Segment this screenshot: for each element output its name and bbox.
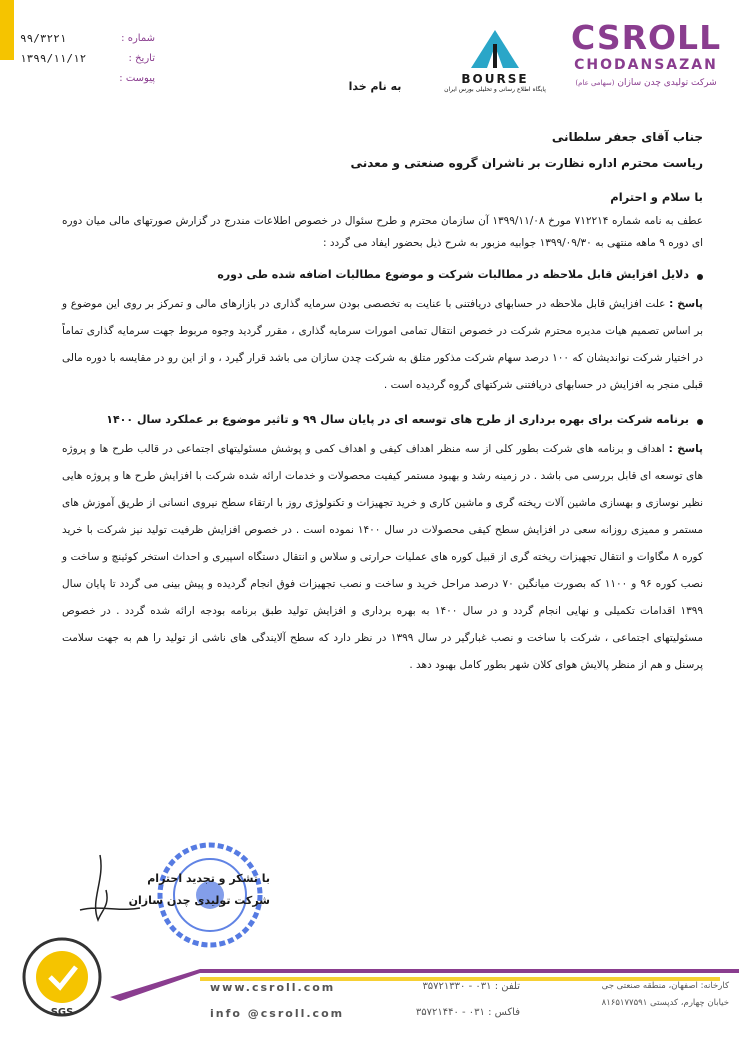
- footer-tel: تلفن : ۰۳۱ - ۳۵۷۲۱۳۳۰: [422, 981, 520, 992]
- meta-date: تاریخ : ۱۳۹۹/۱۱/۱۲: [20, 51, 155, 65]
- cert-badge-text: SGS: [50, 1007, 74, 1018]
- meta-number: شماره : ۹۹/۳۲۲۱: [20, 31, 155, 45]
- footer-fax: فاکس : ۰۳۱ - ۳۵۷۲۱۴۴۰: [415, 1007, 520, 1018]
- bourse-name: BOURSE: [461, 72, 529, 86]
- meta-attachment: پیوست :: [119, 72, 155, 84]
- closing-line-1: با تشکر و تجدید احترام: [147, 872, 270, 885]
- footer-email[interactable]: info @csroll.com: [210, 1007, 345, 1020]
- intro-paragraph: عطف به نامه شماره ۷۱۲۲۱۴ مورخ ۱۳۹۹/۱۱/۰۸ آن سازمان محترم و طرح سئوال در خصوص اطلاعات مندرج در گزارش صورتهای مالی میان دوره ای دوره ۹ ماهه منتهی به ۱۳۹۹/۰۹/۳۰ جوابیه مزبور به شرح ذیل بحضور ایفاد می گردد :: [62, 215, 703, 249]
- bourse-caption: پایگاه اطلاع رسانی و تحلیلی بورس ایران: [444, 86, 546, 93]
- letter-meta: [20, 28, 155, 88]
- brand-wordmark: CSROLL: [571, 18, 722, 57]
- corner-accent: [0, 0, 14, 60]
- company-name-fa: شرکت تولیدی چدن سازان (سهامی عام): [575, 78, 717, 88]
- recipient-title: ریاست محترم اداره نظارت بر ناشران گروه صنعتی و معدنی: [350, 156, 703, 170]
- bourse-logo: [440, 28, 550, 93]
- closing-line-2: شرکت تولیدی چدن سازان: [128, 894, 270, 907]
- bourse-logo-icon: [469, 28, 521, 70]
- greeting: با سلام و احترام: [610, 190, 703, 204]
- company-logo: [571, 20, 721, 88]
- footer-address: کارخانه: اصفهان، منطقه صنعتی جی خیابان چهارم، کدپستی ۸۱۶۵۱۷۷۵۹۱: [601, 981, 729, 1008]
- recipient: جناب آقای جعفر سلطانی: [551, 130, 703, 144]
- signature: [70, 850, 150, 930]
- letter-body: [62, 130, 703, 679]
- question-1: دلایل افزایش قابل ملاحظه در مطالبات شرکت و موضوع مطالبات اضافه شده طی دوره: [62, 268, 703, 281]
- answer-2: پاسخ : اهداف و برنامه های شرکت بطور کلی از سه منظر اهداف کیفی و اهداف کمی و پوشش مسئولیتهای اجتماعی در قالب طرح ها و پروژه های توسعه ای قابل بررسی می باشد . در زمینه رشد و بهبود مستمر کیفیت محصولات و خدمات ارائه شده شرکت با افزایش طرح ها و پروژه هایی نظیر نوسازی و بهسازی ماشین آلات ریخته گری و ماشین کاری و خرید تجهیزات و تکنولوژی روز با ارتقاء سطح نیروی انسانی از طریق آموزش های مستمر و ممیزی روزانه سعی در افزایش سطح کیفی محصولات در سال ۱۴۰۰ نموده است . در خصوص افزایش ظرفیت تولید نیز شرکت با خرید کوره ۸ مگاوات و انتقال تجهیزات ریخته گری از قبیل کوره های عملیات حرارتی و سلاس و انتقال دستگاه اسپیری و احداث استخر کوئینچ و ساخت و نصب کوره ۹۶ و ۱۱۰۰ که بصورت میانگین ۷۰ درصد مراحل خرید و ساخت و نصب تجهیزات فوق انجام گردیده و پیش بینی می گردد تا پایان سال ۱۳۹۹ اقدامات تکمیلی و نهایی انجام گردد و در سال ۱۴۰۰ به بهره برداری و افزایش تولید طبق برنامه بودجه ارائه شده گردد . در خصوص مسئولیتهای اجتماعی ، شرکت با ساخت و نصب غبارگیر در سال ۱۳۹۹ در نظر دارد که سطح آلایندگی های ناشی از تولید را هم به جهت سلامت پرسنل و هم از منظر پالایش هوای کلان شهر بطور کامل بهبود دهد .: [62, 443, 704, 671]
- basmala: به نام خدا: [348, 80, 402, 93]
- answer-1: پاسخ : علت افزایش قابل ملاحظه در حسابهای دریافتنی با عنایت به تخصصی بودن سرمایه گذاری در بازارهای مالی و تمرکز بر روی این موضوع و بر اساس تصمیم هیات مدیره محترم شرکت در خصوص انتقال تمامی امورات سرمایه گذاری ، مقرر گردید وجوه مربوط جهت سرمایه گذاری تماماً در اختیار شرکت نواندیشان که ۱۰۰ درصد سهام شرکت مذکور متلق به شرکت چدن سازان می باشد قرار گیرد ، و از این رو در مقایسه با دوره مالی قبلی منجر به افزایش در حسابهای دریافتنی شرکتهای گروه گردیده است .: [62, 298, 704, 391]
- question-2: برنامه شرکت برای بهره برداری از طرح های توسعه ای در پایان سال ۹۹ و تاثیر موضوع بر عملکرد سال ۱۴۰۰: [62, 413, 703, 426]
- brand-subtitle: CHODANSAZAN: [574, 57, 718, 73]
- footer-website[interactable]: www.csroll.com: [210, 981, 336, 994]
